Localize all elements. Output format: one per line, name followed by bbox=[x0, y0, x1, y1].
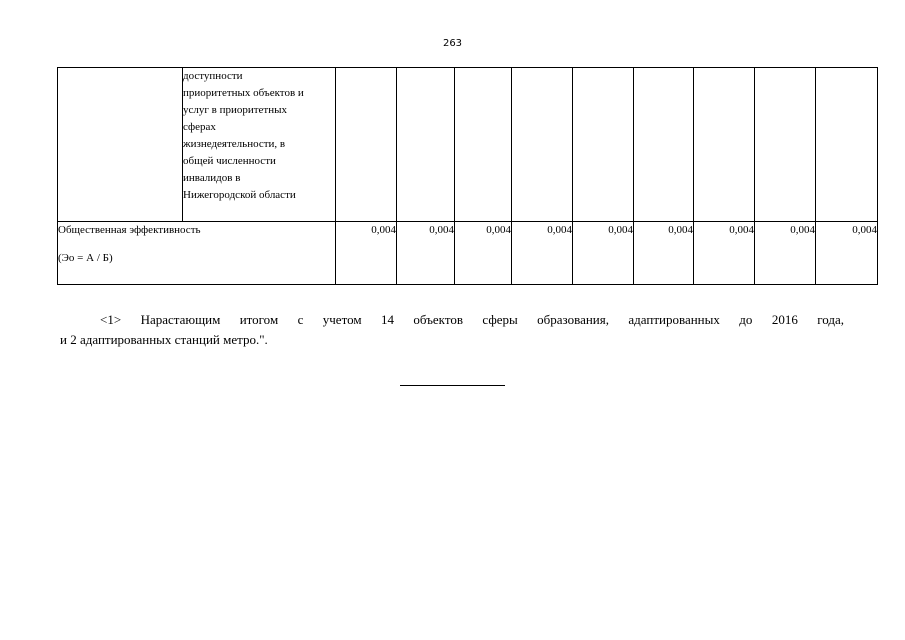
table-cell-empty bbox=[694, 68, 755, 222]
table-cell-empty bbox=[397, 68, 455, 222]
efficiency-value: 0,004 bbox=[336, 222, 397, 285]
efficiency-value: 0,004 bbox=[755, 222, 816, 285]
indicator-line: сферах bbox=[183, 121, 216, 133]
table-cell-empty bbox=[573, 68, 634, 222]
indicator-line: Нижегородской области bbox=[183, 189, 296, 201]
indicator-line: приоритетных объектов и bbox=[183, 87, 304, 99]
table-cell-empty bbox=[512, 68, 573, 222]
table-cell-empty bbox=[336, 68, 397, 222]
efficiency-value: 0,004 bbox=[634, 222, 694, 285]
table-cell-empty bbox=[755, 68, 816, 222]
indicator-description-cell bbox=[183, 68, 336, 222]
indicator-line: инвалидов в bbox=[183, 172, 241, 184]
indicator-line: жизнедеятельности, в bbox=[183, 138, 286, 150]
table-row-efficiency bbox=[58, 222, 878, 285]
efficiency-value: 0,004 bbox=[816, 222, 878, 285]
efficiency-value: 0,004 bbox=[512, 222, 573, 285]
table-cell-empty bbox=[455, 68, 512, 222]
footnote-line-2: и 2 адаптированных станций метро.". bbox=[60, 332, 268, 347]
table-cell-empty bbox=[816, 68, 878, 222]
indicator-line: общей численности bbox=[183, 155, 276, 167]
page-number: 263 bbox=[442, 38, 463, 49]
table-cell-empty bbox=[634, 68, 694, 222]
separator-line bbox=[400, 385, 505, 386]
efficiency-formula: (Эо = А / Б) bbox=[58, 252, 113, 264]
efficiency-label: Общественная эффективность bbox=[58, 224, 201, 236]
efficiency-value: 0,004 bbox=[455, 222, 512, 285]
indicator-line: доступности bbox=[183, 70, 243, 82]
indicator-table bbox=[57, 67, 878, 285]
efficiency-label-cell bbox=[58, 222, 336, 285]
footnote-line-1: <1> Нарастающим итогом с учетом 14 объектов сферы образования, адаптированных до 2016 года, bbox=[100, 312, 844, 327]
efficiency-value: 0,004 bbox=[573, 222, 634, 285]
table-cell-empty bbox=[58, 68, 183, 222]
table-row-continuation bbox=[58, 68, 878, 222]
efficiency-value: 0,004 bbox=[694, 222, 755, 285]
indicator-line: услуг в приоритетных bbox=[183, 104, 288, 116]
footnote bbox=[60, 310, 844, 350]
efficiency-value: 0,004 bbox=[397, 222, 455, 285]
